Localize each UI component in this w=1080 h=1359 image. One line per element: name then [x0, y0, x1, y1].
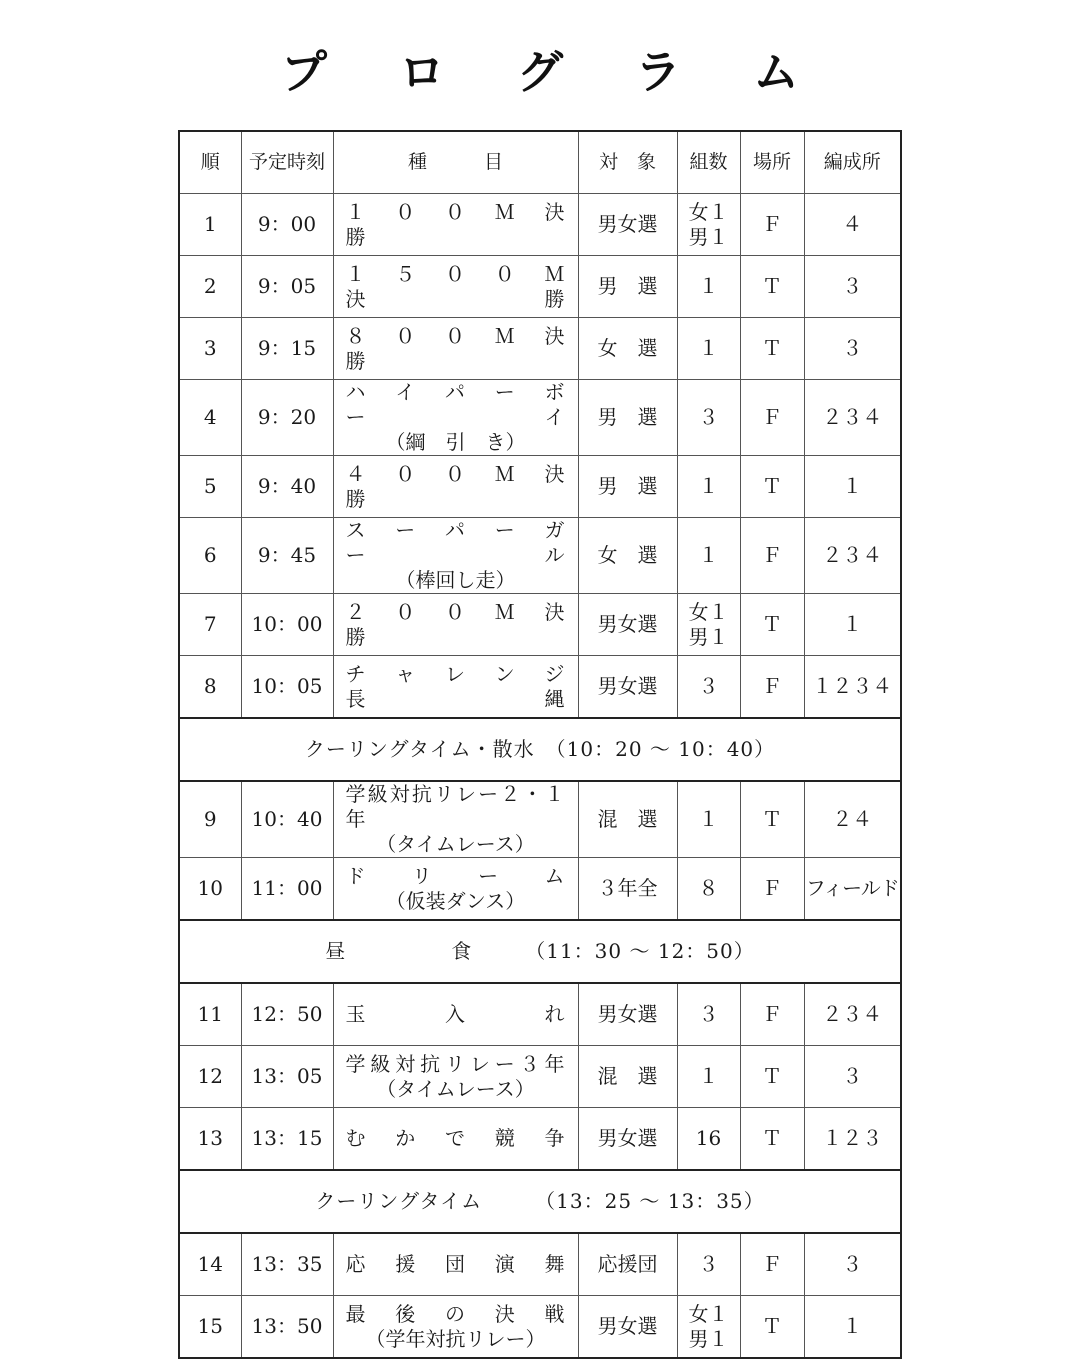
row-place: Ｔ	[740, 256, 804, 318]
row-target: 男女選	[578, 194, 677, 256]
row-event-name: 学級対抗リレー３年	[345, 1051, 566, 1076]
row-place: Ｆ	[740, 194, 804, 256]
break-row	[179, 1170, 901, 1233]
row-groups-value: 女１	[688, 599, 729, 624]
row-place: Ｔ	[740, 781, 804, 858]
break-label: クーリングタイム・散水 （10：20 ～ 10：40）	[179, 718, 901, 781]
table-row	[179, 656, 901, 719]
row-groups-value: ３	[698, 674, 719, 698]
row-event-name: ハ イ パ ー ボ ー イ	[345, 380, 587, 429]
row-formation: ２３４	[804, 983, 901, 1046]
header-time: 予定時刻	[241, 131, 333, 194]
row-time: 12：50	[241, 983, 333, 1046]
row-event	[333, 194, 587, 256]
row-groups	[677, 1108, 740, 1171]
row-groups	[677, 318, 740, 380]
row-groups-value: １	[698, 1064, 719, 1088]
row-formation: ３	[804, 1233, 901, 1296]
row-target: 混 選	[578, 1046, 677, 1108]
row-time: 13：35	[241, 1233, 333, 1296]
header-target: 対 象	[578, 131, 677, 194]
row-event-sub: （仮装ダンス）	[385, 888, 526, 913]
row-groups	[677, 1233, 740, 1296]
row-groups	[677, 858, 740, 921]
row-place: Ｔ	[740, 1108, 804, 1171]
break-label: 昼 食 （11：30 ～ 12：50）	[179, 920, 901, 983]
row-groups-value: ３	[698, 1252, 719, 1276]
row-formation: ２３４	[804, 518, 901, 594]
row-event-name: ８ ０ ０ Ｍ 決 勝	[345, 323, 587, 373]
row-order: 9	[179, 781, 241, 858]
row-target: 男女選	[578, 656, 677, 719]
row-event-sub: （学年対抗リレー）	[365, 1326, 546, 1351]
row-order: 2	[179, 256, 241, 318]
row-groups	[677, 656, 740, 719]
row-event-name: １ ０ ０ Ｍ 決 勝	[345, 199, 587, 249]
table-row	[179, 594, 901, 656]
row-place: Ｔ	[740, 594, 804, 656]
row-target: 男女選	[578, 594, 677, 656]
row-event-name: ２ ０ ０ Ｍ 決 勝	[345, 599, 587, 649]
header-groups: 組数	[677, 131, 740, 194]
row-order: 8	[179, 656, 241, 719]
row-groups	[677, 194, 740, 256]
row-target: 男 選	[578, 380, 677, 456]
row-groups-value: １	[698, 336, 719, 360]
table-row	[179, 518, 901, 594]
row-formation: ３	[804, 256, 901, 318]
table-row	[179, 781, 901, 858]
table-header-row	[179, 131, 901, 194]
row-formation: フィールド	[804, 858, 901, 921]
row-formation: １２３４	[804, 656, 901, 719]
row-groups-value: ３	[698, 1002, 719, 1026]
table-row	[179, 858, 901, 921]
row-time: 13：50	[241, 1296, 333, 1359]
break-row	[179, 920, 901, 983]
row-formation: ４	[804, 194, 901, 256]
header-formation: 編成所	[804, 131, 901, 194]
page-title: プ ロ グ ラ ム	[280, 45, 828, 99]
row-target: ３年全	[578, 858, 677, 921]
row-groups-value: １	[698, 543, 719, 567]
row-time: 10：05	[241, 656, 333, 719]
row-groups	[677, 256, 740, 318]
row-formation: １	[804, 456, 901, 518]
row-time: 13：15	[241, 1108, 333, 1171]
row-event	[333, 781, 578, 858]
row-event-name: ド リ ー ム	[345, 863, 566, 888]
row-time: 13：05	[241, 1046, 333, 1108]
row-groups	[677, 1046, 740, 1108]
row-formation: １２３	[804, 1108, 901, 1171]
row-groups-value: 女１	[688, 199, 729, 224]
row-groups	[677, 456, 740, 518]
row-groups-value: ３	[698, 405, 719, 429]
break-label: クーリングタイム （13：25 ～ 13：35）	[179, 1170, 901, 1233]
row-order: 5	[179, 456, 241, 518]
table-row	[179, 983, 901, 1046]
row-groups-value: １	[698, 474, 719, 498]
row-event-name: １ ５ ０ ０ Ｍ 決 勝	[345, 261, 587, 311]
row-target: 男 選	[578, 456, 677, 518]
row-event	[333, 656, 587, 719]
row-event	[333, 1296, 578, 1359]
row-place: Ｆ	[740, 983, 804, 1046]
header-place: 場所	[740, 131, 804, 194]
row-event-sub: （タイムレース）	[376, 832, 535, 856]
row-groups	[677, 518, 740, 594]
row-event-sub: （綱 引 き）	[385, 430, 526, 454]
row-place: Ｆ	[740, 380, 804, 456]
row-groups	[677, 983, 740, 1046]
row-event	[333, 518, 587, 594]
row-formation: ２４	[804, 781, 901, 858]
row-event	[333, 456, 587, 518]
row-formation: １	[804, 594, 901, 656]
row-groups-value-2: 男１	[688, 624, 729, 649]
row-time: 9：00	[241, 194, 333, 256]
row-groups	[677, 594, 740, 656]
row-time: 10：40	[241, 781, 333, 858]
row-groups	[677, 1296, 740, 1359]
row-formation: ３	[804, 1046, 901, 1108]
table-row	[179, 1046, 901, 1108]
row-event	[333, 1046, 578, 1108]
row-groups-value-2: 男１	[688, 1326, 729, 1351]
table-row	[179, 318, 901, 380]
row-event-name: ス ー パ ー ガ ー ル	[345, 518, 587, 567]
row-event-name: チ ャ レ ン ジ 長 縄	[345, 661, 587, 711]
table-row	[179, 194, 901, 256]
row-place: Ｆ	[740, 1233, 804, 1296]
row-event-name: ４ ０ ０ Ｍ 決 勝	[345, 461, 587, 511]
row-target: 女 選	[578, 318, 677, 380]
row-event	[333, 1233, 578, 1296]
row-order: 7	[179, 594, 241, 656]
row-time: 9：15	[241, 318, 333, 380]
row-event	[333, 256, 587, 318]
row-order: 3	[179, 318, 241, 380]
row-time: 11：00	[241, 858, 333, 921]
row-time: 9：40	[241, 456, 333, 518]
row-target: 女 選	[578, 518, 677, 594]
row-groups	[677, 781, 740, 858]
row-time: 9：45	[241, 518, 333, 594]
row-target: 男 選	[578, 256, 677, 318]
table-row	[179, 256, 901, 318]
row-formation: ２３４	[804, 380, 901, 456]
row-time: 9：05	[241, 256, 333, 318]
header-order: 順	[179, 131, 241, 194]
row-event-name: 最 後 の 決 戦	[345, 1301, 566, 1326]
table-row	[179, 1108, 901, 1171]
row-event	[333, 983, 578, 1046]
row-event	[333, 858, 578, 921]
row-event	[333, 594, 587, 656]
row-groups-value: １	[698, 807, 719, 831]
row-groups-value: ８	[698, 876, 719, 900]
row-event	[333, 380, 587, 456]
row-order: 11	[179, 983, 241, 1046]
row-event	[333, 1108, 578, 1171]
row-event-name: む か で 競 争	[345, 1126, 566, 1150]
table-row	[179, 380, 901, 456]
row-place: Ｆ	[740, 858, 804, 921]
row-place: Ｔ	[740, 1046, 804, 1108]
row-order: 14	[179, 1233, 241, 1296]
row-order: 15	[179, 1296, 241, 1359]
row-event	[333, 318, 587, 380]
row-event-sub: （棒回し走）	[395, 568, 516, 592]
row-event-name: 応 援 団 演 舞	[345, 1252, 566, 1276]
row-groups-value: 女１	[688, 1301, 729, 1326]
row-place: Ｆ	[740, 518, 804, 594]
row-event-name: 玉 入 れ	[345, 1002, 566, 1026]
row-order: 4	[179, 380, 241, 456]
row-time: 9：20	[241, 380, 333, 456]
row-event-sub: （タイムレース）	[376, 1076, 535, 1101]
table-row	[179, 1296, 901, 1359]
row-target: 男女選	[578, 1296, 677, 1359]
row-place: Ｔ	[740, 1296, 804, 1359]
program-table	[178, 130, 902, 1359]
row-groups-value-2: 男１	[688, 224, 729, 249]
header-event: 種 目	[333, 131, 578, 194]
row-target: 男女選	[578, 983, 677, 1046]
row-order: 6	[179, 518, 241, 594]
row-groups-value: 16	[695, 1126, 722, 1150]
row-target: 応援団	[578, 1233, 677, 1296]
row-formation: ３	[804, 318, 901, 380]
row-place: Ｔ	[740, 318, 804, 380]
table-row	[179, 456, 901, 518]
row-order: 1	[179, 194, 241, 256]
row-order: 13	[179, 1108, 241, 1171]
row-order: 12	[179, 1046, 241, 1108]
row-formation: １	[804, 1296, 901, 1359]
row-target: 混 選	[578, 781, 677, 858]
row-groups-value: １	[698, 274, 719, 298]
row-target: 男女選	[578, 1108, 677, 1171]
row-groups	[677, 380, 740, 456]
break-row	[179, 718, 901, 781]
row-time: 10：00	[241, 594, 333, 656]
row-place: Ｔ	[740, 456, 804, 518]
table-row	[179, 1233, 901, 1296]
row-place: Ｆ	[740, 656, 804, 719]
row-order: 10	[179, 858, 241, 921]
row-event-name: 学級対抗リレー２・１年	[345, 782, 566, 831]
